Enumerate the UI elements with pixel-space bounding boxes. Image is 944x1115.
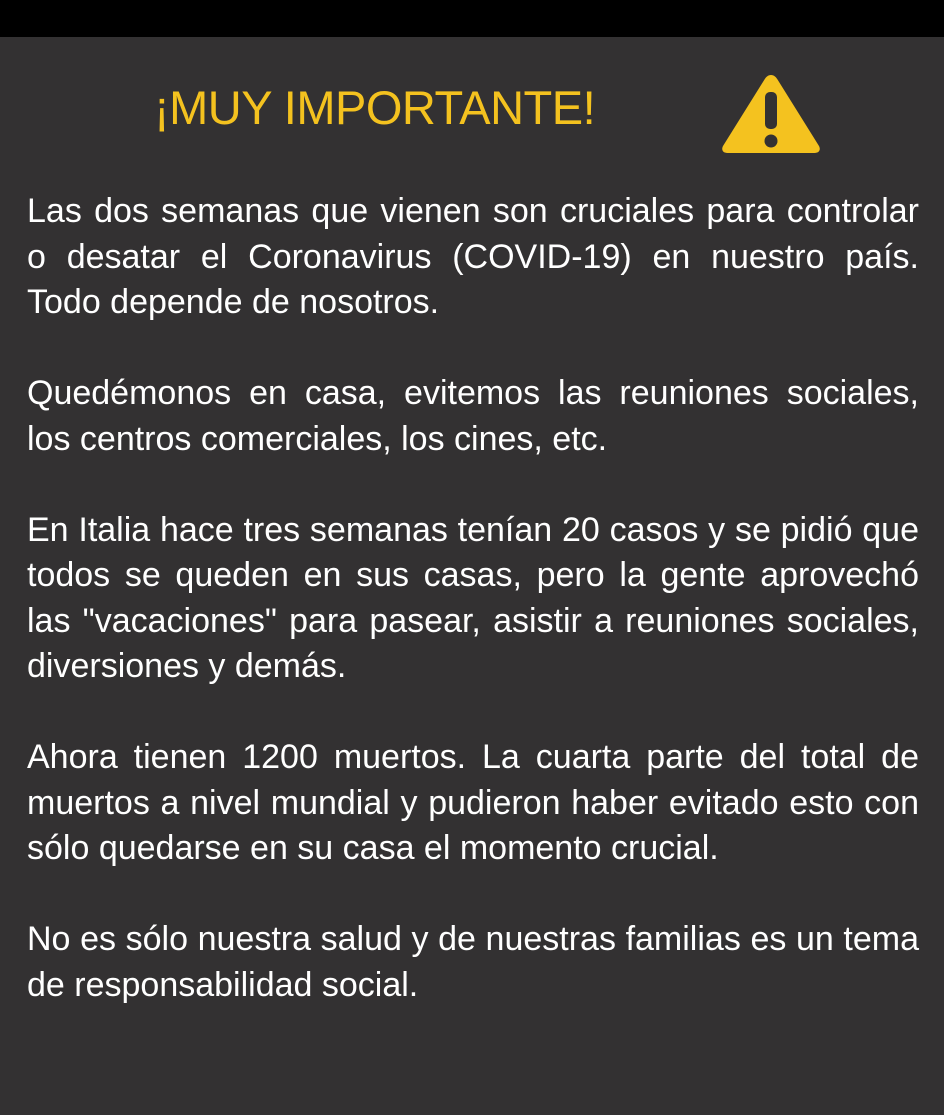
paragraph-crucial-weeks: Las dos semanas que vienen son cruciales para controlar o desatar el Coronavirus (COVID-19) en nuestro país. Todo depende de nosotros. xyxy=(27,192,919,321)
paragraph-responsibility: No es sólo nuestra salud y de nuestras familias es un tema de responsabilidad social. xyxy=(27,920,919,1004)
paragraph-stay-home: Quedémonos en casa, evitemos las reuniones sociales, los centros comerciales, los cines, etc. xyxy=(27,374,919,458)
page-title: ¡MUY IMPORTANTE! xyxy=(154,81,596,134)
paragraph-deaths: Ahora tienen 1200 muertos. La cuarta parte del total de muertos a nivel mundial y pudieron haber evitado esto con sólo quedarse en su casa el momento crucial. xyxy=(27,738,919,867)
warning-triangle-icon xyxy=(719,72,823,154)
header xyxy=(0,72,944,162)
paragraph-italy: En Italia hace tres semanas tenían 20 casos y se pidió que todos se queden en sus casas, pero la gente aprovechó las "vacaciones" para pasear, asistir a reuniones sociales, diversiones y demás. xyxy=(27,510,919,685)
message-body xyxy=(27,189,919,1008)
top-bar xyxy=(0,0,944,37)
